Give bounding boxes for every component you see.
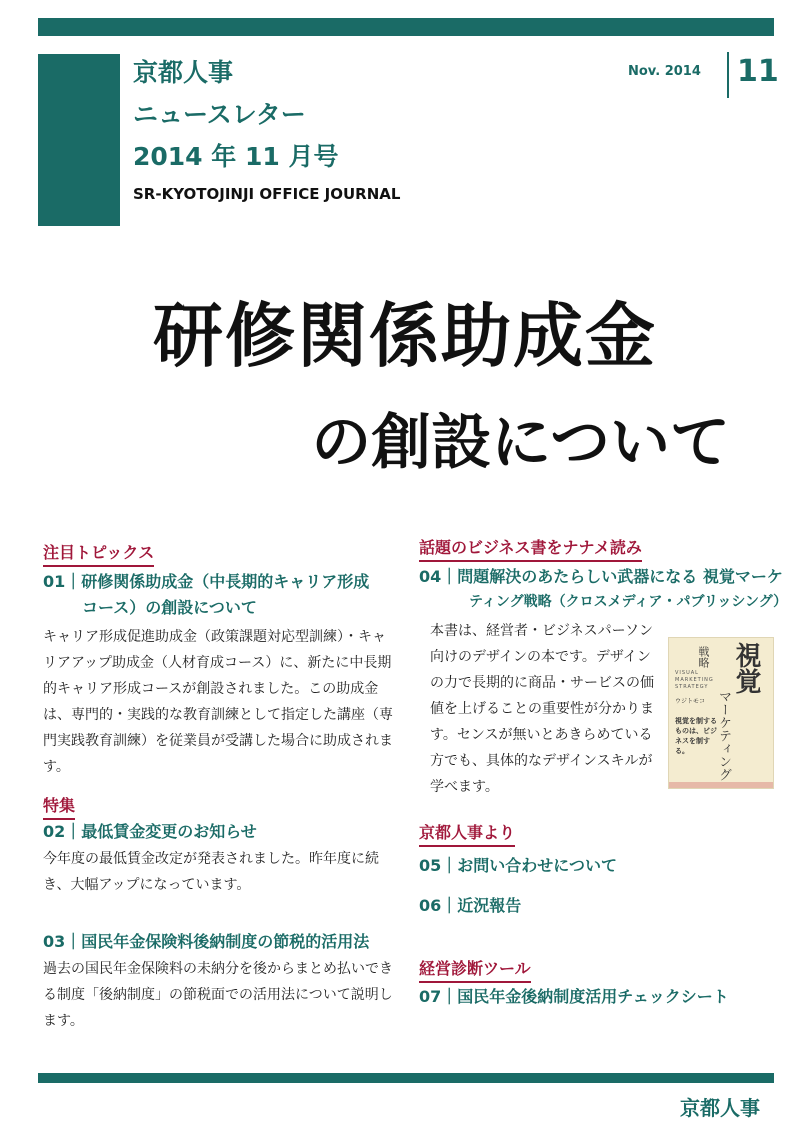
section-heading-book: 話題のビジネス書をナナメ読み (419, 535, 642, 562)
journal-name: SR-KYOTOJINJI OFFICE JOURNAL (133, 185, 401, 203)
main-title: 研修関係助成金 (153, 295, 657, 377)
main-subtitle: の創設について (311, 408, 730, 478)
section-heading-kyotojinji: 京都人事より (419, 820, 515, 847)
book-copy: 視覚を制するものは、ビジネスを制する。 (675, 717, 717, 755)
section-heading-topics: 注目トピックス (43, 540, 154, 567)
book-title-marketing: マーケティング (716, 690, 731, 781)
issue-divider (727, 52, 729, 98)
topic-03-title[interactable]: 03｜国民年金保険料後納制度の節税的活用法 (43, 932, 370, 951)
book-english-title: VISUAL MARKETING STRATEGY (675, 670, 714, 690)
top-rule (38, 18, 774, 36)
topic-01-title-line1[interactable]: 01｜研修関係助成金（中長期的キャリア形成 (43, 572, 370, 591)
book-band (669, 782, 773, 788)
book-cover-image (668, 637, 774, 789)
topic-03-body: 過去の国民年金保険料の未納分を後からまとめ払いできる制度「後納制度」の節税面での活用法について説明します。 (43, 961, 393, 1029)
topic-01-body: キャリア形成促進助成金（政策課題対応型訓練）・キャリアアップ助成金（人材育成コース）に、新たに中長期的キャリア形成コースが創設されました。この助成金は、専門的・実践的な教育訓練として指定した講座（専門実践教育訓練）を従業員が受講した場合に助成されます。 (43, 629, 393, 775)
topic-02-body: 今年度の最低賃金改定が発表されました。昨年度に続き、大幅アップになっています。 (43, 851, 379, 893)
header-title-line2: ニュースレター (133, 100, 306, 129)
bottom-rule (38, 1073, 774, 1083)
topic-02-title[interactable]: 02｜最低賃金変更のお知らせ (43, 822, 257, 841)
section-heading-feature: 特集 (43, 793, 75, 820)
issue-date: Nov. 2014 (628, 64, 701, 79)
header-title-line1: 京都人事 (133, 58, 234, 87)
topic-06-title[interactable]: 06｜近況報告 (419, 896, 522, 915)
topic-04-title-line1[interactable]: 04｜問題解決のあたらしい武器になる 視覚マーケ (419, 567, 783, 586)
topic-01-title-line2[interactable]: コース）の創設について (82, 598, 257, 617)
footer-brand: 京都人事 (680, 1096, 760, 1120)
header-title-line3: 2014 年 11 月号 (133, 142, 339, 171)
header-color-block (38, 54, 120, 226)
issue-number: 11 (737, 54, 779, 89)
topic-07-title[interactable]: 07｜国民年金後納制度活用チェックシート (419, 987, 729, 1006)
section-heading-diagnosis: 経営診断ツール (419, 956, 531, 983)
book-title-strategy: 戦略 (697, 646, 710, 668)
book-author: ウジトモコ (675, 698, 706, 705)
topic-04-body: 本書は、経営者・ビジネスパーソン向けのデザインの本です。デザインの力で長期的に商品・サービスの価値を上げることの重要性が分かります。センスが無いとあきらめている方でも、具体的なデザインスキルが学べます。 (430, 623, 654, 795)
topic-04-title-line2[interactable]: ティング戦略（クロスメディア・パブリッシング） (469, 594, 788, 610)
book-title: 視覚 (731, 642, 761, 694)
topic-05-title[interactable]: 05｜お問い合わせについて (419, 856, 617, 875)
